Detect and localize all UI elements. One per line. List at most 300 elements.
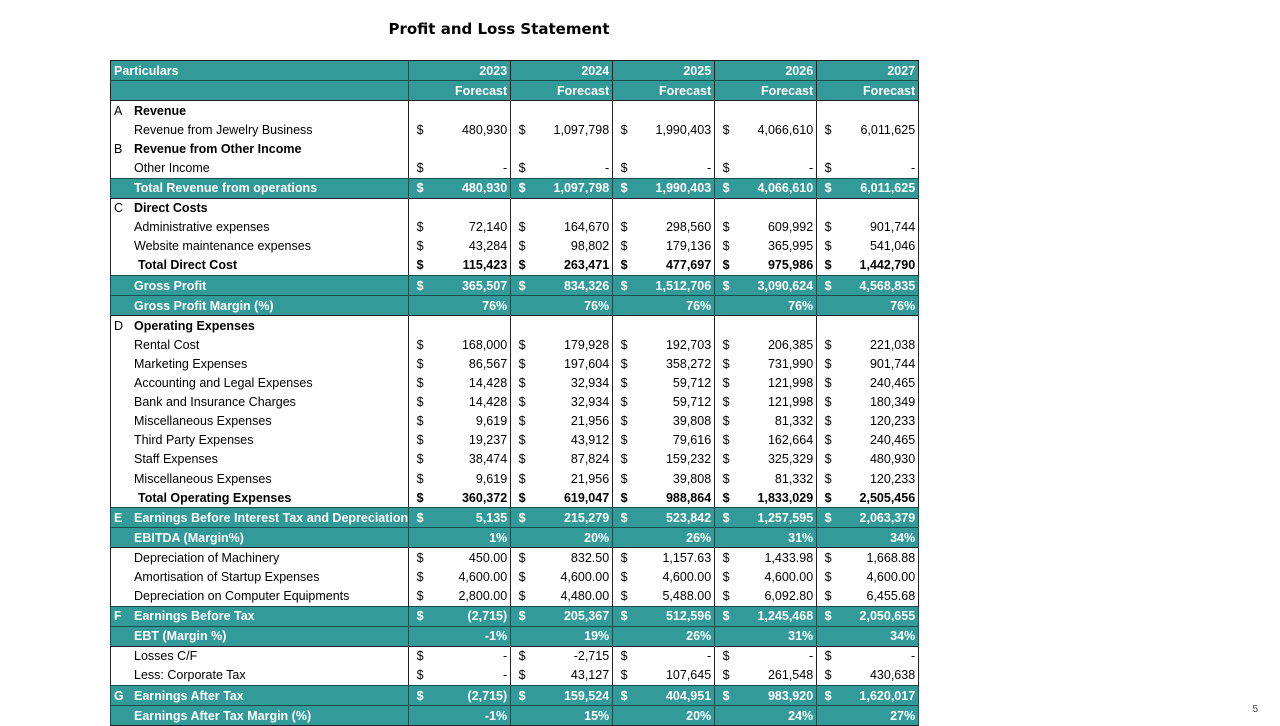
currency-symbol: $ (511, 178, 534, 198)
value-cell: 1,990,403 (635, 120, 715, 139)
currency-symbol: $ (715, 120, 738, 139)
currency-symbol (409, 626, 432, 646)
value-cell: 76% (839, 296, 919, 316)
section-row (111, 101, 919, 121)
value-cell (635, 316, 715, 336)
header-forecast: Forecast (409, 81, 511, 101)
header-forecast: Forecast (817, 81, 919, 101)
table-row (111, 158, 919, 178)
table-row (111, 626, 919, 646)
row-code (111, 488, 135, 508)
currency-symbol: $ (511, 606, 534, 626)
currency-symbol: $ (409, 218, 432, 237)
currency-symbol: $ (511, 686, 534, 706)
row-code: D (111, 316, 135, 336)
value-cell (839, 139, 919, 158)
row-code (111, 567, 135, 586)
row-label: Total Direct Cost (134, 256, 409, 276)
value-cell: 76% (737, 296, 817, 316)
value-cell: 480,930 (839, 450, 919, 469)
currency-symbol: $ (409, 374, 432, 393)
value-cell: 39,808 (635, 412, 715, 431)
value-cell: 404,951 (635, 686, 715, 706)
row-code (111, 646, 135, 666)
currency-symbol: $ (817, 431, 840, 450)
currency-symbol: $ (409, 508, 432, 528)
currency-symbol: $ (817, 488, 840, 508)
row-label: Total Revenue from operations (134, 178, 409, 198)
currency-symbol: $ (613, 335, 636, 354)
header-year: 2024 (511, 61, 613, 81)
header-year: 2023 (409, 61, 511, 81)
value-cell: 76% (533, 296, 613, 316)
section-row (111, 139, 919, 158)
currency-symbol: $ (715, 567, 738, 586)
currency-symbol: $ (409, 158, 432, 178)
row-code: G (111, 686, 135, 706)
currency-symbol (715, 528, 738, 548)
row-label: Miscellaneous Expenses (134, 412, 409, 431)
value-cell: 39,808 (635, 469, 715, 488)
value-cell (737, 198, 817, 218)
value-cell: 731,990 (737, 354, 817, 373)
currency-symbol: $ (409, 567, 432, 586)
currency-symbol: $ (817, 218, 840, 237)
currency-symbol (511, 198, 534, 218)
table-row (111, 528, 919, 548)
currency-symbol: $ (817, 606, 840, 626)
currency-symbol: $ (715, 158, 738, 178)
value-cell: 240,465 (839, 374, 919, 393)
value-cell: 609,992 (737, 218, 817, 237)
currency-symbol: $ (715, 646, 738, 666)
currency-symbol: $ (817, 450, 840, 469)
header-forecast: Forecast (613, 81, 715, 101)
value-cell (737, 139, 817, 158)
value-cell: 26% (635, 626, 715, 646)
currency-symbol: $ (613, 276, 636, 296)
value-cell (839, 316, 919, 336)
currency-symbol (817, 626, 840, 646)
table-row (111, 686, 919, 706)
value-cell: 179,928 (533, 335, 613, 354)
header-forecast: Forecast (715, 81, 817, 101)
currency-symbol (409, 706, 432, 726)
currency-symbol: $ (817, 276, 840, 296)
currency-symbol: $ (613, 412, 636, 431)
currency-symbol: $ (409, 488, 432, 508)
row-code (111, 412, 135, 431)
value-cell: 988,864 (635, 488, 715, 508)
row-code (111, 237, 135, 256)
value-cell: 261,548 (737, 666, 817, 686)
value-cell: 1,245,468 (737, 606, 817, 626)
currency-symbol: $ (409, 256, 432, 276)
currency-symbol: $ (715, 450, 738, 469)
value-cell: - (635, 646, 715, 666)
value-cell: 358,272 (635, 354, 715, 373)
value-cell: 20% (635, 706, 715, 726)
row-code (111, 626, 135, 646)
value-cell: 79,616 (635, 431, 715, 450)
value-cell: 1,833,029 (737, 488, 817, 508)
row-code (111, 374, 135, 393)
value-cell: 1% (431, 528, 511, 548)
value-cell: (2,715) (431, 686, 511, 706)
currency-symbol (409, 316, 432, 336)
currency-symbol (511, 706, 534, 726)
row-code (111, 335, 135, 354)
row-label: Losses C/F (134, 646, 409, 666)
currency-symbol: $ (715, 374, 738, 393)
row-code: C (111, 198, 135, 218)
currency-symbol: $ (715, 606, 738, 626)
row-label: Other Income (134, 158, 409, 178)
currency-symbol: $ (715, 686, 738, 706)
row-code (111, 276, 135, 296)
row-code: E (111, 508, 135, 528)
value-cell: 4,600.00 (431, 567, 511, 586)
row-code (111, 548, 135, 568)
row-code (111, 393, 135, 412)
currency-symbol (409, 198, 432, 218)
value-cell (431, 316, 511, 336)
currency-symbol: $ (817, 587, 840, 607)
table-row (111, 354, 919, 373)
row-label: Earnings After Tax Margin (%) (134, 706, 409, 726)
currency-symbol (817, 316, 840, 336)
table-row (111, 276, 919, 296)
table-row (111, 508, 919, 528)
header-year: 2026 (715, 61, 817, 81)
value-cell: 2,063,379 (839, 508, 919, 528)
row-label: Bank and Insurance Charges (134, 393, 409, 412)
table-row (111, 218, 919, 237)
currency-symbol (511, 101, 534, 121)
value-cell: 4,480.00 (533, 587, 613, 607)
table-row (111, 646, 919, 666)
value-cell: 31% (737, 626, 817, 646)
value-cell: - (431, 666, 511, 686)
value-cell: 832.50 (533, 548, 613, 568)
currency-symbol: $ (613, 488, 636, 508)
currency-symbol: $ (613, 587, 636, 607)
value-cell: 197,604 (533, 354, 613, 373)
value-cell: 1,097,798 (533, 120, 613, 139)
value-cell: 360,372 (431, 488, 511, 508)
currency-symbol: $ (511, 548, 534, 568)
header-forecast: Forecast (511, 81, 613, 101)
currency-symbol: $ (715, 335, 738, 354)
currency-symbol: $ (409, 686, 432, 706)
value-cell: 4,600.00 (839, 567, 919, 586)
value-cell: 115,423 (431, 256, 511, 276)
row-code: A (111, 101, 135, 121)
value-cell: 26% (635, 528, 715, 548)
currency-symbol: $ (511, 158, 534, 178)
row-label: Marketing Expenses (134, 354, 409, 373)
value-cell: 121,998 (737, 393, 817, 412)
value-cell: 34% (839, 528, 919, 548)
header-row-years (111, 61, 919, 81)
currency-symbol: $ (817, 686, 840, 706)
currency-symbol: $ (817, 335, 840, 354)
currency-symbol: $ (613, 374, 636, 393)
table-row (111, 450, 919, 469)
value-cell: 121,998 (737, 374, 817, 393)
value-cell: 263,471 (533, 256, 613, 276)
currency-symbol (409, 528, 432, 548)
row-label: Depreciation of Machinery (134, 548, 409, 568)
value-cell: 34% (839, 626, 919, 646)
page-number: 5 (1252, 704, 1258, 715)
value-cell: 325,329 (737, 450, 817, 469)
row-code (111, 469, 135, 488)
table-row (111, 412, 919, 431)
currency-symbol: $ (817, 393, 840, 412)
value-cell: 4,066,610 (737, 178, 817, 198)
currency-symbol (409, 296, 432, 316)
currency-symbol: $ (817, 256, 840, 276)
value-cell: - (533, 158, 613, 178)
row-code (111, 158, 135, 178)
value-cell: 87,824 (533, 450, 613, 469)
value-cell (533, 139, 613, 158)
currency-symbol: $ (613, 666, 636, 686)
value-cell: 5,135 (431, 508, 511, 528)
value-cell: 31% (737, 528, 817, 548)
currency-symbol: $ (715, 276, 738, 296)
currency-symbol: $ (613, 548, 636, 568)
value-cell: 14,428 (431, 374, 511, 393)
currency-symbol: $ (613, 686, 636, 706)
currency-symbol (715, 101, 738, 121)
value-cell (737, 316, 817, 336)
value-cell: 21,956 (533, 469, 613, 488)
currency-symbol (409, 101, 432, 121)
currency-symbol (715, 296, 738, 316)
currency-symbol (613, 296, 636, 316)
value-cell: 76% (431, 296, 511, 316)
currency-symbol: $ (511, 469, 534, 488)
row-code (111, 587, 135, 607)
value-cell: 43,284 (431, 237, 511, 256)
currency-symbol (511, 316, 534, 336)
currency-symbol (511, 296, 534, 316)
row-label: Less: Corporate Tax (134, 666, 409, 686)
currency-symbol: $ (511, 393, 534, 412)
value-cell: 24% (737, 706, 817, 726)
currency-symbol (715, 198, 738, 218)
table-row (111, 567, 919, 586)
value-cell: 164,670 (533, 218, 613, 237)
value-cell: 240,465 (839, 431, 919, 450)
currency-symbol: $ (409, 354, 432, 373)
value-cell: 120,233 (839, 412, 919, 431)
row-label: Total Operating Expenses (134, 488, 409, 508)
currency-symbol: $ (409, 335, 432, 354)
value-cell: 76% (635, 296, 715, 316)
currency-symbol: $ (511, 237, 534, 256)
currency-symbol: $ (715, 548, 738, 568)
value-cell (533, 101, 613, 121)
table-row (111, 296, 919, 316)
value-cell: - (431, 646, 511, 666)
currency-symbol (511, 528, 534, 548)
value-cell: 1,442,790 (839, 256, 919, 276)
value-cell: 901,744 (839, 354, 919, 373)
page-title: Profit and Loss Statement (388, 20, 610, 38)
value-cell (431, 198, 511, 218)
currency-symbol: $ (715, 256, 738, 276)
currency-symbol: $ (613, 237, 636, 256)
currency-symbol: $ (715, 666, 738, 686)
currency-symbol (817, 139, 840, 158)
table-row (111, 120, 919, 139)
value-cell: 365,507 (431, 276, 511, 296)
row-label: Administrative expenses (134, 218, 409, 237)
value-cell: 15% (533, 706, 613, 726)
currency-symbol: $ (511, 488, 534, 508)
value-cell: 2,050,655 (839, 606, 919, 626)
currency-symbol: $ (613, 178, 636, 198)
value-cell: 14,428 (431, 393, 511, 412)
table-row (111, 237, 919, 256)
value-cell: 43,912 (533, 431, 613, 450)
row-code (111, 528, 135, 548)
value-cell: 120,233 (839, 469, 919, 488)
value-cell: 179,136 (635, 237, 715, 256)
currency-symbol: $ (715, 393, 738, 412)
currency-symbol: $ (715, 431, 738, 450)
value-cell: 32,934 (533, 374, 613, 393)
value-cell: 1,097,798 (533, 178, 613, 198)
value-cell: - (431, 158, 511, 178)
section-row (111, 198, 919, 218)
row-label: EBT (Margin %) (134, 626, 409, 646)
currency-symbol: $ (613, 646, 636, 666)
value-cell: 523,842 (635, 508, 715, 528)
currency-symbol: $ (511, 666, 534, 686)
currency-symbol (613, 316, 636, 336)
value-cell: 59,712 (635, 393, 715, 412)
row-label: Miscellaneous Expenses (134, 469, 409, 488)
value-cell: 162,664 (737, 431, 817, 450)
currency-symbol: $ (715, 178, 738, 198)
currency-symbol: $ (409, 587, 432, 607)
value-cell: - (737, 646, 817, 666)
currency-symbol: $ (613, 158, 636, 178)
row-label: Earnings After Tax (134, 686, 409, 706)
currency-symbol: $ (715, 237, 738, 256)
value-cell: 159,232 (635, 450, 715, 469)
value-cell: -1% (431, 626, 511, 646)
currency-symbol: $ (511, 120, 534, 139)
header-particulars: Particulars (111, 61, 409, 81)
currency-symbol: $ (511, 354, 534, 373)
value-cell (839, 101, 919, 121)
value-cell: 480,930 (431, 178, 511, 198)
currency-symbol: $ (613, 567, 636, 586)
currency-symbol: $ (409, 666, 432, 686)
currency-symbol: $ (409, 412, 432, 431)
row-label: Rental Cost (134, 335, 409, 354)
value-cell: (2,715) (431, 606, 511, 626)
row-code (111, 218, 135, 237)
currency-symbol: $ (613, 218, 636, 237)
profit-loss-table (110, 60, 919, 726)
currency-symbol: $ (511, 276, 534, 296)
row-code (111, 450, 135, 469)
value-cell (635, 198, 715, 218)
row-code (111, 706, 135, 726)
value-cell (533, 316, 613, 336)
value-cell: 1,512,706 (635, 276, 715, 296)
currency-symbol: $ (511, 412, 534, 431)
row-label: Depreciation on Computer Equipments (134, 587, 409, 607)
value-cell: 6,092.80 (737, 587, 817, 607)
value-cell: 27% (839, 706, 919, 726)
currency-symbol: $ (613, 508, 636, 528)
currency-symbol (409, 139, 432, 158)
currency-symbol (817, 198, 840, 218)
currency-symbol: $ (409, 646, 432, 666)
row-label: Earnings Before Interest Tax and Depreciation (134, 508, 409, 528)
value-cell: 619,047 (533, 488, 613, 508)
row-label: Third Party Expenses (134, 431, 409, 450)
currency-symbol: $ (817, 646, 840, 666)
table-row (111, 548, 919, 568)
value-cell: 9,619 (431, 469, 511, 488)
value-cell: 4,600.00 (533, 567, 613, 586)
value-cell: 512,596 (635, 606, 715, 626)
value-cell: 2,505,456 (839, 488, 919, 508)
currency-symbol: $ (715, 587, 738, 607)
currency-symbol: $ (715, 508, 738, 528)
row-label: Accounting and Legal Expenses (134, 374, 409, 393)
currency-symbol: $ (409, 548, 432, 568)
row-label: Gross Profit Margin (%) (134, 296, 409, 316)
table-row (111, 431, 919, 450)
table-row (111, 469, 919, 488)
value-cell: 4,600.00 (635, 567, 715, 586)
value-cell: -1% (431, 706, 511, 726)
currency-symbol: $ (817, 508, 840, 528)
currency-symbol: $ (613, 469, 636, 488)
value-cell (737, 101, 817, 121)
row-label: Gross Profit (134, 276, 409, 296)
value-cell: 19,237 (431, 431, 511, 450)
currency-symbol (817, 296, 840, 316)
currency-symbol (511, 626, 534, 646)
currency-symbol: $ (817, 374, 840, 393)
value-cell: 32,934 (533, 393, 613, 412)
currency-symbol (715, 626, 738, 646)
value-cell: 21,956 (533, 412, 613, 431)
table-row (111, 666, 919, 686)
table-row (111, 606, 919, 626)
currency-symbol (817, 706, 840, 726)
currency-symbol (613, 198, 636, 218)
value-cell: 4,600.00 (737, 567, 817, 586)
row-code (111, 431, 135, 450)
currency-symbol: $ (817, 469, 840, 488)
currency-symbol: $ (511, 587, 534, 607)
value-cell: 180,349 (839, 393, 919, 412)
value-cell: 81,332 (737, 412, 817, 431)
currency-symbol (613, 706, 636, 726)
value-cell: 1,433.98 (737, 548, 817, 568)
